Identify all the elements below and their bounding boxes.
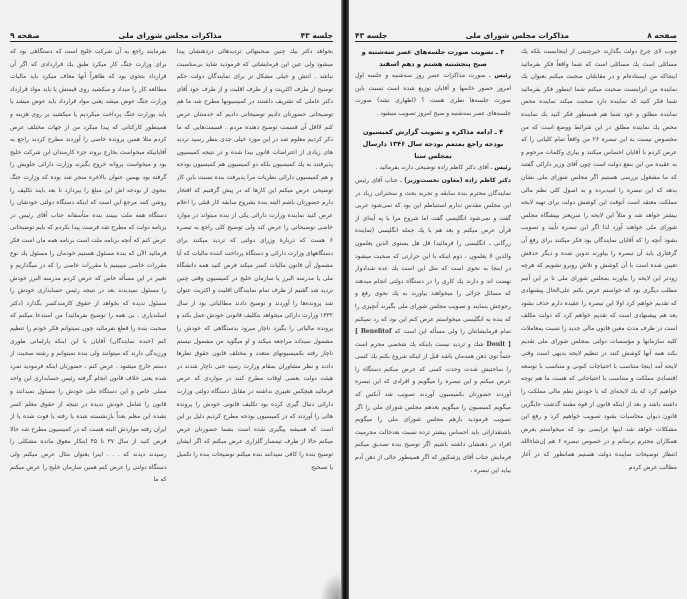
right-page [349, 0, 687, 599]
right-page-right-column [521, 46, 677, 569]
speaker-name: دکتر کاظم زاده (معاون نخست‌وزیر) [404, 176, 511, 184]
speaker-name: رئیس [494, 164, 511, 172]
left-page-running-head [10, 26, 333, 42]
right-page-running-head [355, 26, 677, 42]
latin-phrase: [ Benefitof Doult ] [355, 328, 511, 348]
right-page-left-column [355, 46, 511, 569]
scan-smudge [320, 573, 341, 599]
section-heading-3: ۳ ـ تصویب صورت جلسه‌های عصر سه‌شنبه و صبح پنجشنبه هشتم و دهم اسفند [361, 48, 505, 68]
paragraph: بفرمایند راجع به آن شرکت خلیج است که دستگاهی بود که برای وزارت جنگ کار میکرد طبق یك قراردادی که اگر آن قرارداد بنحوی بود که ظاهراً آنها معاف میکرد باید مالیات مطالعه کار را میداد و میکشید روی قیمتش یا باید مواد قرارداد وزارت جنگ عوض میشد یعنی مواد قرارداد باید عوض میشد یا باید بوزارت جنگ پرداخت میکردیم یا میکشید بر روی هزینه و همینطور کارکنانی که پیدا میکرد من از جهات مختلف عرض کردم مثلا همین پرونده خاصی را آوردند مطرح کردند راجع به آقایانیکه میخواست بخارج بروند جزء کارمندان این شرکت خلیج بود و میخواست پروانه خروج بگیرند وزارت دارائی جلویش را گرفته بود بهمین عنوان بالاخره منجر شد بوده که وزارت جنگ بنحوی از بودجه اش این مبلغ را بپردازد نا بعد بایند تکلیف را روشن کنند مرجع این است که اینکه دستگاه دولتی خودشان را دستگاه همه ملت ببینند بنده متأسفانه جناب آقای رئیس در برنامه دولت که مطرح شد فرصت پیدا نکردم که بایم توضیحاتی عرض کنم که آنچه برنامه ملت است برنامه همه مان است فکر فرمائید الآن که بنده مسئول هستیم خودمان را مسئول یك نوع مقررات خاصی میبینیم یا مقررات خاصی را که در میگذاریم و تغییر در این مسأله خاص که عرض کردم مدرسه البرز خودش را مسئول نمیدیدند بعد در نتیجه رئیس حسابداری خودش را مسئول ندیده که بخواهد از حقوق کارمندکسر بگذارد (دکتر اسلندیاری . بی همه را توضیح بفرمائید) من استدعا میکنم که صحبت بنده را قطع نفرمائید چون نمیتوانم فکر خودم را تنظیم کنم (خنده نمایندگان) آقایان با این اینکه پارلمانی طوری ورزیدگی دارند که میتوانند ولی بنده نمیتوانم و رشته صحبت از دستم خارج میشود . عرض کنم ، حضورتان اینکه فرمودید تمرد شده یعنی خلاف قانون انجام گرفته رئیس حسابداری این واحد مملی خاص و این دستگاه ملی خودش را مسئول نمیدانند و قانون را شامل خودش ندیده در نتیجه از حقوق معلم کسر نشده این معلم بعداً بازنشسته شده یا رفته یا فوت شده یا از ایران رفته مواردش البته هست که در کمیسیون مطرح شد حالا فرض کنید از سال ۳۷ تا ۴۵ اینکار معوق مانده مشکلی را رسیدند دیدند که . . . اینرا بعنوان مثال عرض میکنم ولی دستگاه دولتی را عرض کنم همین سازمان خلیج را عرض میکنم که ما [10, 48, 167, 484]
right-page-session-label: جلسه ۴۳ [355, 31, 388, 40]
speech-president-1 [355, 70, 511, 120]
section-heading-4: ۴ ـ ادامه مذاکره و تصویب گزارش کمیسیون بودجه راجع بمتمم بودجه سال ۱۳۴۶ دارسال بمجلس سنا [362, 128, 504, 161]
left-page-right-column [177, 46, 334, 569]
speech-text-continued: شك و تردید نیست باینکه یك شخصی مجرم است حتماً توی ذهن همه‌مان باشد قبل از اینکه شروع بکنم یك کسی را ساحتیش شدت وحدت کسی که عرض میکنم دستگاه را عرض میکنم و این تبصره را میگویم و افرادی که این تبصره آوردند حضورتان بکمیسیون آوردند تصویب شد آنکس که میگویم کمیسیون را میگویم بعدهم مجلس شورای ملی را اگر تصویب فرمودید بازهم مجلس شورای ملی را میگویم باشتقدارانی باید احساس بیشتر ترده نسبت بعدخالت مجرمیت افراد در ذهنشان داشته باشیم اگر توضیح بنده تصدیق میکنم فرمایش جناب آقای پزشکپور که اگر همینطور خالی از ذهن آدم بیاید این تبصره ، [355, 340, 511, 474]
left-page-title: مذاکرات مجلس شورای ملی [118, 31, 222, 40]
left-page-left-column [10, 46, 167, 569]
paragraph: بخواهد دکتر بیك چنین صحبتهائی تردیدهائی درذهنشان پیدا میشود ولی عین این فرمایشاتی که فرمودید شاید بی‌مناسبت نباشد . انتش و خیلی مشکل تر برای نمایندگان دولت حکم توضیح از طرف اکثریت و از طرف اقلیت و از طرف خود آقای دکتر عاملی که تشریف داشتند در کمیسیونها مطرح شد ما هم توضیحاتی حضورتان دادیم توضیحاتی دادیم که خدمتتان عرض کنم لااقل آن قسمت توضیح دهنده مردم . قسمت‌هایی که ما ذکر کردیم معلوم شد در این مورد خیلی جدی بنظر رسید تردید های زیادی از اعتراضات قانون بیدا شده و در نتیجه کمیسیون پذیرفتند به یك کمیسیون بلکه دو کمیسیون هم کمیسیون بودجه و هم کمیسیون دارائی نظریات مرا پذیرفت بنده نسبت باین کار توضیحی عرض میکنم این کارها که در پیش گرفتیم که افتخار دارم حضورتان باشم البته بنده بشروع سابقه کار قبلی را اعلام عرض کنید نماینده وزارت دارائی یکی از بنده میتواند در موارد خاصی توضیحاتی را عرض کند ولی توضیح کلی راجع به تبصره ۶ هست که دربارهٔ وزرای دولتی که تردید میکنند برای دستگاههای وزارت دارائی و دستگاه پرداخت کننده مالیات که آیا مشمول آن قانون مالیات کسر میکند فرض کنید همه دانشگاه ملی یا مدرسه البرز یا سازمان خلیج در کمیسیون وقتی چنین تردید شد گفتیم از طرف تمام نمایندگان اقلیت و اکثریت عنوان شد پرونده‌ها را آوردند و توضیح دادند مطالباتی بود از سال ۱۳۳۲ وزارت دارائی میخواهد بتکلیف قانونی خودش عمل بکند و پرونده مالیاتی را بگیرد ناچار میرود بدستگاهی که خودش را مشمول نمیداند مراجعه میکند و او میگوید من مشمول نیستم ناچار رفته بکمیسیونهای متعدد و مختلف قانون حقوق نظرها دادند و نظر مشاوران بمقام وزارت رسید حتی ناچار شدند در هیئت دولت بعضی اوقات مطرح کنند در مواردی که عرض فرمائید هیچکس تغییری نداشته در مقابل دستگاه دولتی وزارت دارائی دنبال گیری کرده بود تکلیف قانونی خودش را پرونده هائی را آوردند که در کمیسیون بودجه مطرح کردیم دلیل بر این است که همیشه پیگیری شده است بشما حضورتان عرض میکنم حالا از طرف تیمسار گلزاری عرض میکنم که اگر ایشان توضیح بنده را کافی نمیدانند بنده میکنم توضیحات بنده را تکمیل یا تصحیح [176, 48, 333, 471]
right-page-title: مذاکرات مجلس شورای ملی [465, 31, 569, 40]
speech-kazemzadeh [355, 175, 511, 477]
speech-text: ـ صورت مذاکرات عصر روز سه‌شنبه و جلسه اول امروز حضور خانمها و آقایان توزیع شده است نسبت باین صورت جلسه‌ها نظری هست ؟ (اظهاری نشد) صورت جلسه‌های عصر سه‌شنبه و صبح امروز تصویب میشود . [355, 72, 511, 117]
right-page-columns [355, 46, 677, 569]
left-page [0, 0, 341, 599]
speech-text: ـ جناب آقای رئیس نمایندگان محترم بنده سابقه و تجربه بحث و سخنرانی زیاد در این مجلس مقدس ندارم استنباطم این بود که نمی‌شود عربی گفت و نمی‌شود انگلیسی گفت اما شروع مرا با یه آیه‌ای از قرآن عرض میکنم و بعد هم با یك جمله انگلیسی (تماینده زرگانی ـ انگلیسی را فرمائید) قل هل یستوی الذین یعلمون والذین لا یعلمون ، دوم اینکه با این حرارتی که صحبت میشود در اینجا به نحوی است که مثل این است یك عده شدادوار نهضت اند و دارند یك کاری را در دستگاه دولتی انجام میدهند که مسائل جزائی را میخواهند بیاورند به یك نحوی رفع و رجوعش بنمایند و تصویب مجلس شورای ملی بگیرند آنچیزی را که بنده به انگلیسی میخواستم عرض کنم این بود که رد نمیکنم تمام فرمایشاتتان را ولی مسأله این است که [355, 176, 511, 336]
left-page-session-label: جلسه ۴۳ [300, 31, 333, 40]
book-spine [341, 0, 349, 599]
speech-president-2 [355, 162, 511, 175]
speech-text: ـ آقای دکتر کاظم زاده توضیحی دارند بفرمائید . [375, 164, 493, 172]
left-page-columns [10, 46, 333, 569]
paragraph: چوب لای چرخ دولت بگذارند خیرچنینی از اینجابست بلکه یك مسائلی است یك مسائلی است که شما واقعاً فکر بفرمائید اینجاکه من ایستاده‌ام و در مقابلتان صحبت میکنم بعنوان یك نماینده من ابراینست صحبت میکنم شما اینطور فکر بفرمائید شما فکر کنید که نماینده دارد صحبت میکند نماینده محض نماینده مطلق و خود شما هم همینطور فکر کنید یك نماینده محض یك نماینده مطلق در این شرائط ووضع است که من مخصوص نیست به این تبصره ۲۶ من واقعاً تمام کلیاتی را که عرض کردم با آقایان احساس میکنند و بیاری وکلمات مرحوم و به عقیده من این بنفع دولت است چون آقای وزیر دارائی گفتند که ما مشغول بررسی هستیم اگر مجلس شورای ملی نشان بدهد که این تبصره را امیدبرده و به اصول کلی نظم مالی مملکت معتقد است آنوقت این کوشش دولت برای تهیه لایحه بیشتر خواهد شد و مثلاً این لایحه را سریعتر بپیشگاه مجلس شورای ملی خواهند آورد لذا اگر این تبصره تأیید و تصویب بشود آنچه را که آقایان نمایندگان بود فکر میکنند برای رفع آن گرفتاری باید آن تبصره را بیاورند تدوین شده و دیگر حذفش تعیین شده است با آن کوشش و تلاش روبرو نشویم که هرچه زودتر این لایحه را بیاورند بمجلس شورای ملی تا بر این آتیم مطلب دیگری بود که خواستم عرض بکنم علی‌الحال پیشنهادی که تقدیم خواهم کرد اولا این تبصره را عقیده دارم حذف بشود بعد هم پیشنهادی است که تقدیم خواهم کرد که دولت مکلف است در ظرف مدت معین قانون مالی جدید را نسبت بمعاملات کلیه سازمانها و مؤسسات دولتی بمجلس شورای ملی تقدیم بکند همه آنها کوشش کنند در تنظیم لایحه بدیهی است وقتی لایحه آمد اینجا متناسب با احتیاجات کنونی و متناسب با توسعه اقتصادی مملکت و متناسب با احتیاجاتی که هست ما هم توجه خواهیم کرد که یك لایحه‌ای که با خودش نظم مالی مملکت را داشته باشد و بعد از اینکه قانون از قوه مقننه گذشت جایگزین قانون دیوان محاسبات بشود تصویب خواهیم کرد و رفع این مشکلات خواهد شد اینها عرایضی بود که میخواستم بعرض همکاران محترم برسانم و در خصوص تبصره ۶ هم إن‌شاءالله انتظار توضیحات نماینده دولت هستیم همانطور که در آغاز مطالب عرض کردم [521, 48, 677, 471]
left-page-number: صفحه ۹ [10, 31, 40, 40]
right-page-number: صفحه ۸ [647, 31, 677, 40]
speaker-name: رئیس [494, 72, 511, 79]
